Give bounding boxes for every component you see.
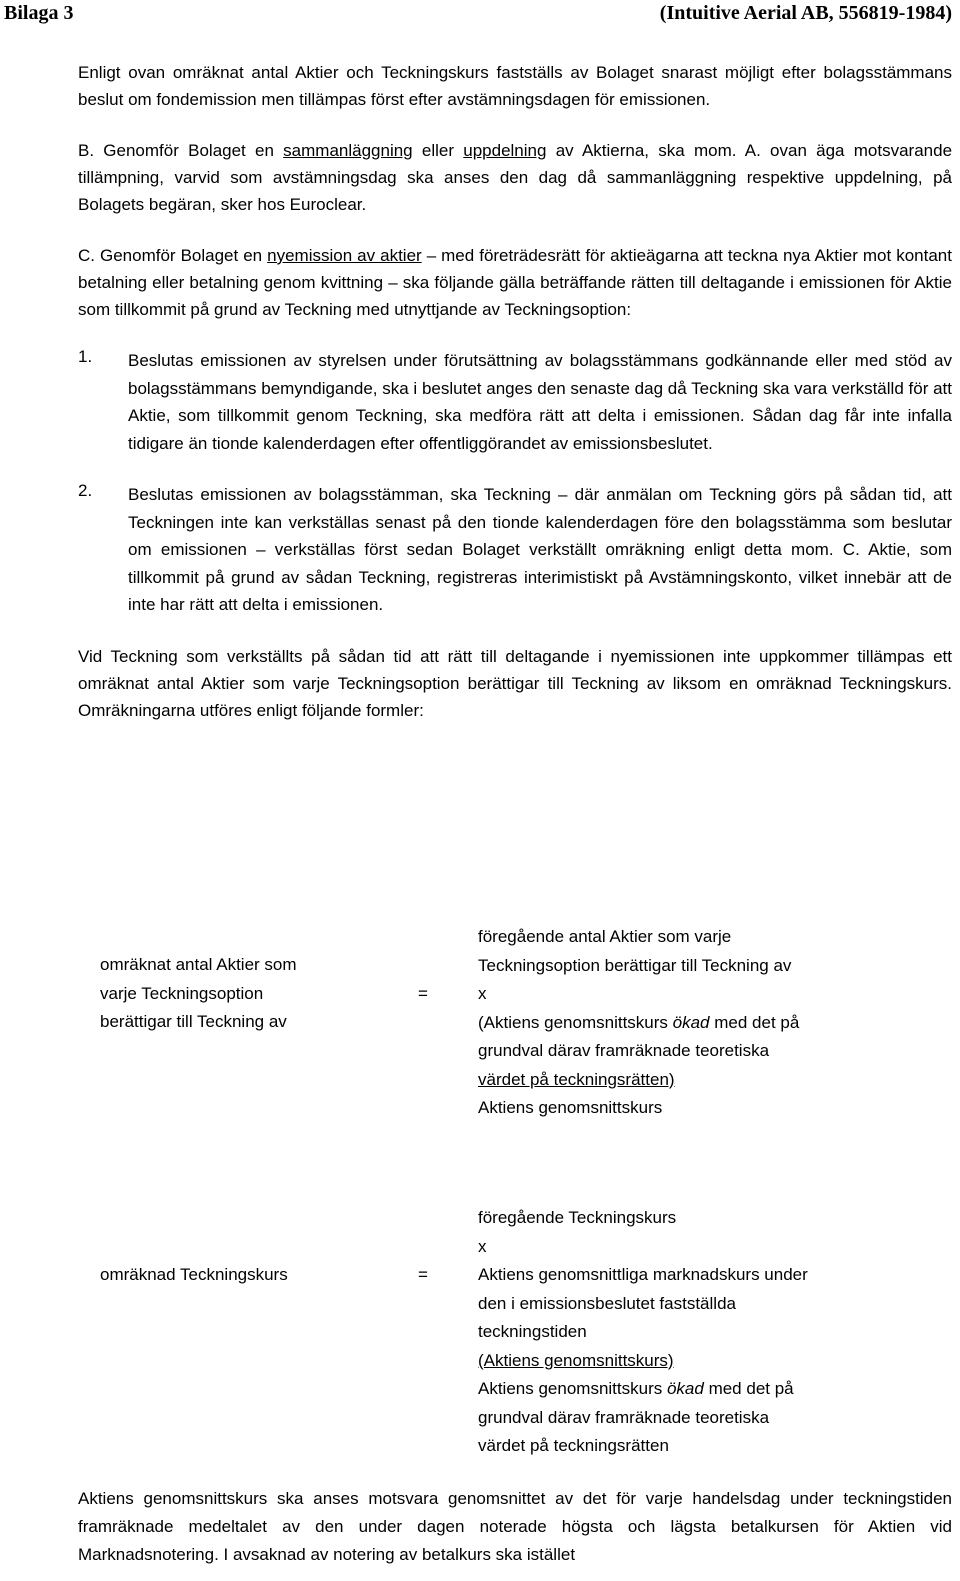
list-item [78,347,952,457]
paragraph-final-wrap [78,1485,952,1569]
section-b: B. Genomför Bolaget en sammanläggning eller uppdelning av Aktierna, ska mom. A. ovan äga motsvarande tillämpning, varvid som avstämningsdag ska anses den dag då sammanläggning respektive uppdelning, på Bolagets begäran, sker hos Euroclear. [78,141,953,214]
formula1-rhs: föregående antal Aktier som varje Teckningsoption berättigar till Teckning av x (Aktiens genomsnittskurs ökad med det på grundval därav framräknade teoretiska värdet på teckningsrätten) Aktiens genomsnittskurs [478,923,908,1123]
paragraph-intro: Enligt ovan omräknat antal Aktier och Teckningskurs fastställs av Bolaget snarast möjligt efter bolagsstämmans beslut om fondemission men tillämpas först efter avstämningsdagen för emissionen. [78,63,952,109]
list-item-number: 1. [78,347,93,366]
document-body [78,59,952,724]
list-item-text: Beslutas emissionen av styrelsen under förutsättning av bolagsstämmans godkännande eller med stöd av bolagsstämmans bemyndigande, ska i beslutet anges den senaste dag då Teckning ska vara verkställd för att Aktie, som tillkommit genom Teckning, ska medföra rätt att delta i emissionen. Sådan dag får inte infalla tidigare än tionde kalenderdagen efter offentliggörandet av emissionsbeslutet. [128,351,952,453]
list-item-number: 2. [78,481,93,500]
formula2-rhs: föregående Teckningskurs x Aktiens genomsnittliga marknadskurs under den i emissionsbeslutet fastställda teckningstiden (Aktiens genomsnittskurs) Aktiens genomsnittskurs ökad med det på grundval därav framräknade teoretiska värdet på teckningsrätten [478,1204,908,1461]
paragraph-final: Aktiens genomsnittskurs ska anses motsvara genomsnittet av det för varje handelsdag under teckningstiden framräknade medeltalet av den under dagen noterade högsta och lägsta betalkursen för Aktien vid Marknadsnotering. I avsaknad av notering av betalkurs ska istället [78,1489,952,1564]
paragraph-vid: Vid Teckning som verkställts på sådan tid att rätt till deltagande i nyemissionen inte uppkommer tillämpas ett omräknat antal Aktier som varje Teckningsoption berättigar till Teckning av liksom en omräknad Teckningskurs. Omräkningarna utföres enligt följande formler: [78,646,952,720]
fraction-denominator: Aktiens genomsnittskurs [478,1098,663,1117]
list-item-text: Beslutas emissionen av bolagsstämman, ska Teckning – där anmälan om Teckning görs på sådan tid, att Teckningen inte kan verkställas senast på den tionde kalenderdagen före den bolagsstämma som beslutar om emissionen – verkställas först sedan Bolaget verkställt omräkning enligt detta mom. C. Aktie, som tillkommit på grund av sådan Teckning, registreras interimistiskt på Avstämningskonto, vilket innebär att de inte har rätt att delta i emissionen. [128,485,952,614]
page-header [4,2,956,24]
header-right: (Intuitive Aerial AB, 556819-1984) [659,2,952,24]
formula2-equals: = [418,1265,428,1284]
fraction-numerator-end: värdet på teckningsrätten) [478,1069,675,1089]
section-c: C. Genomför Bolaget en nyemission av aktier – med företrädesrätt för aktieägarna att teckna nya Aktier mot kontant betalning eller betalning genom kvittning – ska följande gälla beträffande rätten till deltagande i emissionen för Aktie som tillkommit på grund av Teckning med utnyttjande av Teckningsoption: [78,246,952,319]
formula1-equals: = [418,984,428,1003]
term-nyemission: nyemission av aktier [267,246,422,265]
term-sammanlaggning: sammanläggning [283,141,413,160]
header-left: Bilaga 3 [4,2,74,24]
fraction-numerator-end: (Aktiens genomsnittskurs) [478,1350,674,1370]
list-item [78,481,952,619]
formula1-lhs: omräknat antal Aktier som varje Teckningsoption berättigar till Teckning av [100,955,297,1031]
term-uppdelning: uppdelning [463,141,547,160]
formula2-lhs: omräknad Teckningskurs [100,1265,288,1284]
